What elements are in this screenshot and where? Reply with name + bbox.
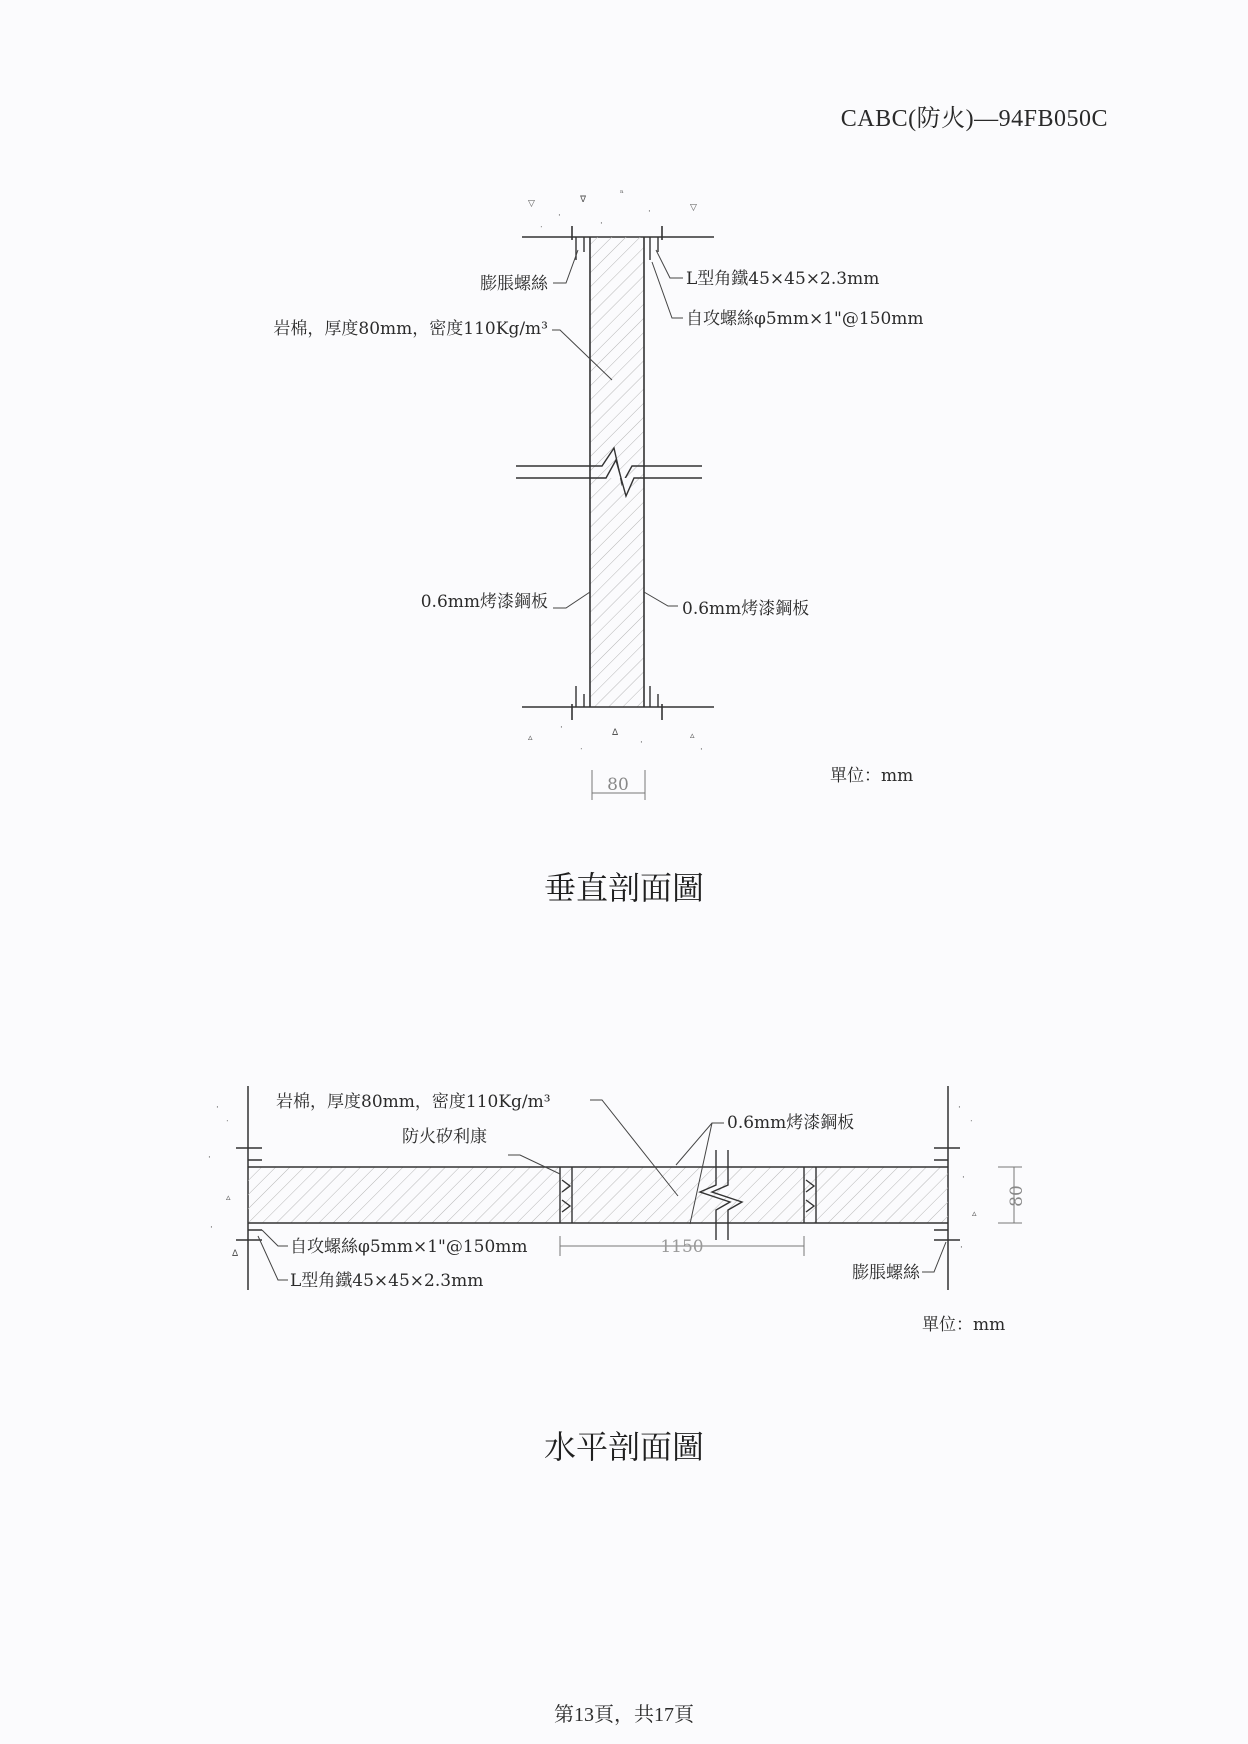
svg-text:ᐧ: ᐧ [226, 1117, 229, 1127]
label-dimension-1150: 1150 [660, 1237, 704, 1257]
svg-text:ᐁ: ᐁ [580, 195, 587, 205]
label-unit-horizontal: 單位：mm [922, 1315, 1006, 1335]
label-angle-iron: L型角鐵45×45×2.3mm [686, 269, 880, 289]
svg-text:·: · [558, 211, 561, 221]
svg-text:·: · [560, 723, 563, 733]
document-code: CABC(防火)—94FB050C [840, 106, 1108, 132]
floor-concrete-marks [528, 723, 703, 755]
label-unit-vertical: 單位：mm [830, 766, 914, 786]
svg-text:·: · [962, 1173, 965, 1183]
svg-text:▵: ▵ [226, 1193, 231, 1203]
svg-text:▵: ▵ [690, 731, 695, 741]
svg-text:·: · [208, 1153, 211, 1163]
bottom-right-angle-iron [650, 686, 658, 707]
leader-h-self-tapping-screw [262, 1230, 288, 1246]
leader-self-tapping-screw [652, 262, 683, 318]
leader-steel-sheet-left [553, 592, 590, 608]
right-wall-concrete-marks [958, 1103, 977, 1253]
svg-text:·: · [700, 745, 703, 755]
leader-angle-iron [656, 250, 683, 278]
svg-text:ⁿ: ⁿ [620, 189, 624, 199]
leader-h-steel-sheet-a [676, 1123, 724, 1165]
label-expansion-screw: 膨脹螺絲 [480, 274, 548, 294]
svg-text:·: · [210, 1223, 213, 1233]
label-self-tapping-screw: 自攻螺絲φ5mm×1"@150mm [686, 309, 924, 329]
title-horizontal-section: 水平剖面圖 [543, 1428, 705, 1466]
label-h-rockwool: 岩棉，厚度80mm，密度110Kg/m³ [276, 1092, 551, 1112]
label-h-expansion-screw: 膨脹螺絲 [852, 1263, 920, 1283]
svg-text:ᐧ: ᐧ [970, 1117, 973, 1127]
page-footer: 第13頁，共17頁 [554, 1704, 694, 1726]
svg-text:ᐃ: ᐃ [612, 728, 619, 738]
svg-text:▽: ▽ [690, 203, 697, 213]
svg-text:·: · [958, 1103, 961, 1113]
leader-h-expansion-screw [922, 1242, 946, 1272]
horizontal-section-drawing [208, 1086, 1022, 1290]
svg-text:ᐧ: ᐧ [580, 745, 583, 755]
top-right-angle-iron [650, 237, 658, 260]
svg-text:▽: ▽ [528, 199, 535, 209]
ceiling-concrete-marks [528, 189, 697, 233]
svg-text:▵: ▵ [972, 1209, 977, 1219]
svg-text:·: · [600, 219, 603, 229]
label-h-angle-iron: L型角鐵45×45×2.3mm [290, 1271, 484, 1291]
svg-text:·: · [640, 738, 643, 748]
leader-steel-sheet-right [644, 592, 678, 606]
bottom-left-angle-iron [576, 686, 584, 707]
label-rockwool: 岩棉，厚度80mm，密度110Kg/m³ [273, 319, 548, 339]
svg-text:ᐧ: ᐧ [540, 223, 543, 233]
svg-text:▵: ▵ [528, 733, 533, 743]
leader-h-angle-iron [258, 1236, 288, 1280]
left-wall-concrete-marks [208, 1103, 239, 1259]
label-h-steel-sheet: 0.6mm烤漆鋼板 [727, 1113, 855, 1133]
title-vertical-section: 垂直剖面圖 [543, 869, 705, 907]
label-fire-silicone: 防火矽利康 [402, 1127, 487, 1147]
label-h-self-tapping-screw: 自攻螺絲φ5mm×1"@150mm [290, 1237, 528, 1257]
svg-text:ᐃ: ᐃ [232, 1249, 239, 1259]
svg-text:·: · [648, 207, 651, 217]
svg-text:·: · [960, 1243, 963, 1253]
svg-text:·: · [216, 1103, 219, 1113]
top-left-angle-iron [576, 237, 584, 260]
label-dimension-80-horizontal: 80 [1007, 1185, 1027, 1207]
horizontal-panel-core [248, 1167, 948, 1223]
label-steel-sheet-left: 0.6mm烤漆鋼板 [420, 592, 548, 612]
leader-expansion-screw [553, 250, 578, 283]
label-steel-sheet-right: 0.6mm烤漆鋼板 [682, 599, 810, 619]
label-dimension-80: 80 [607, 775, 629, 795]
